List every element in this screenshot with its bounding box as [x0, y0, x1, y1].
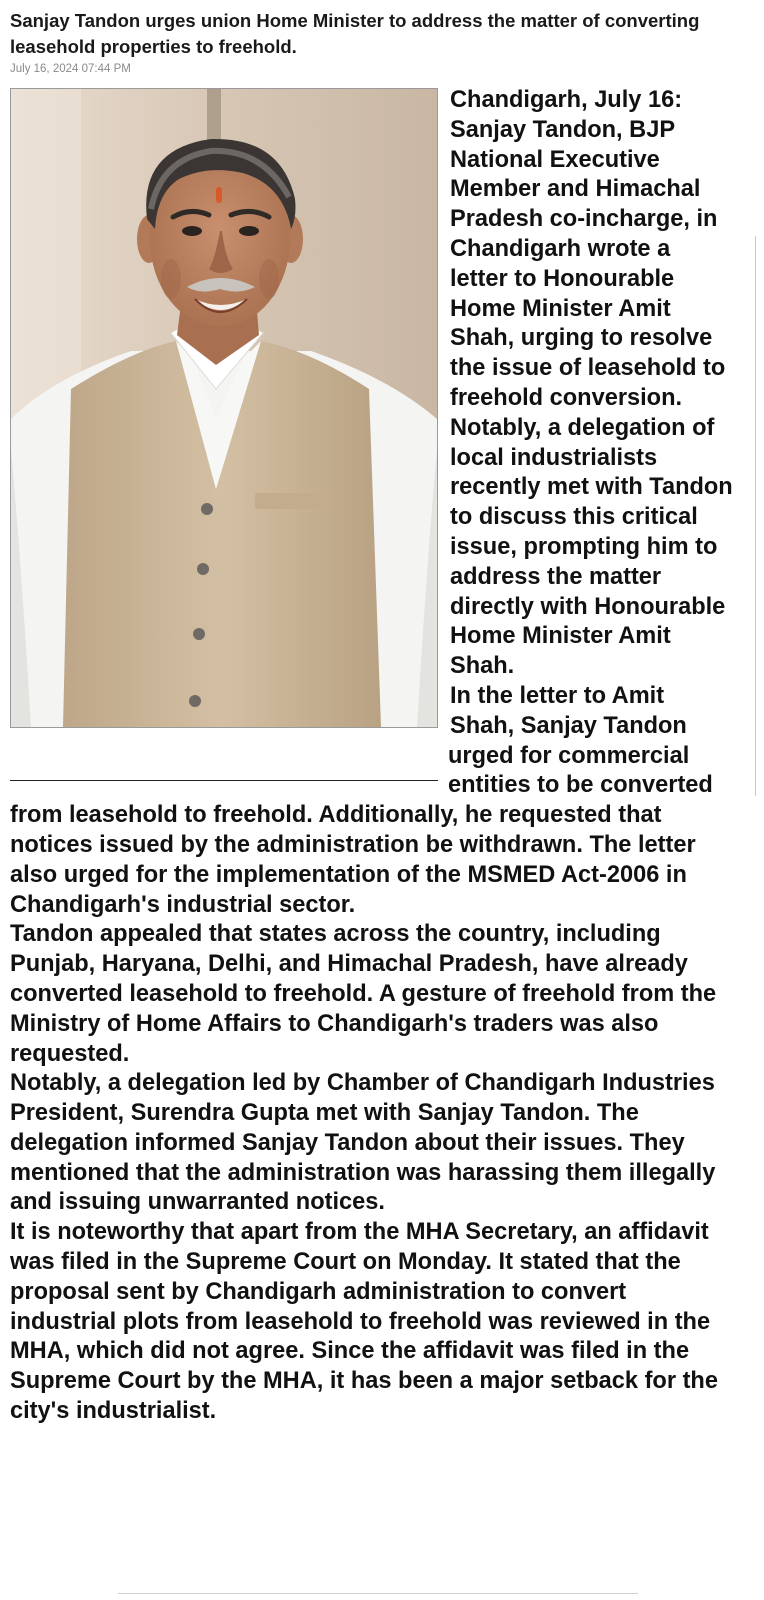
article-paragraph: It is noteworthy that apart from the MHA Secretary, an affidavit was filed in the Supreme Court on Monday. It stated that the proposal sent by Chandigarh administration to convert industrial plots from leasehold to freehold was reviewed in the MHA, which did not agree. Since the affidavit was filed in the Supreme Court by the MHA, it has been a major setback for the city's industrialist. — [10, 1219, 718, 1425]
article-body — [10, 86, 734, 1427]
bottom-rule — [118, 1593, 638, 1594]
photo-container — [10, 88, 440, 728]
photo-divider — [10, 780, 438, 781]
article-paragraph: Notably, a delegation of local industrialists recently met with Tandon to discuss this critical issue, prompting him to address the matter directly with Honourable Home Minister Amit Shah. — [450, 414, 733, 680]
article-dateline: July 16, 2024 07:44 PM — [10, 63, 131, 75]
article-headline: Sanjay Tandon urges union Home Minister to address the matter of converting leasehold properties to freehold. — [10, 10, 700, 57]
article-paragraph: In the letter to Amit Shah, Sanjay Tandon urged for commercial entities to be converted from leasehold to freehold. Additionally, he requested that notices issued by the administration be withdrawn. The letter also urged for the implementation of the MSMED Act-2006 in Chandigarh's industrial sector. — [10, 682, 713, 918]
article-paragraph: Tandon appealed that states across the country, including Punjab, Haryana, Delhi, and Himachal Pradesh, have already converted leasehold to freehold. A gesture of freehold from the Ministry of Home Affairs to Chandigarh's traders was also requested. — [10, 921, 717, 1067]
right-edge-line — [755, 236, 756, 796]
portrait-illustration — [11, 89, 437, 727]
portrait-photo — [10, 88, 438, 728]
article-paragraph: Notably, a delegation led by Chamber of Chandigarh Industries President, Surendra Gupta met with Sanjay Tandon. The delegation informed Sanjay Tandon about their issues. They mentioned that the administration was harassing them illegally and issuing unwarranted notices. — [10, 1070, 716, 1216]
article-paragraph: Chandigarh, July 16: Sanjay Tandon, BJP National Executive Member and Himachal Pradesh co-incharge, in Chandigarh wrote a letter to Honourable Home Minister Amit Shah, urging to resolve the issue of leasehold to freehold conversion. — [450, 87, 726, 411]
